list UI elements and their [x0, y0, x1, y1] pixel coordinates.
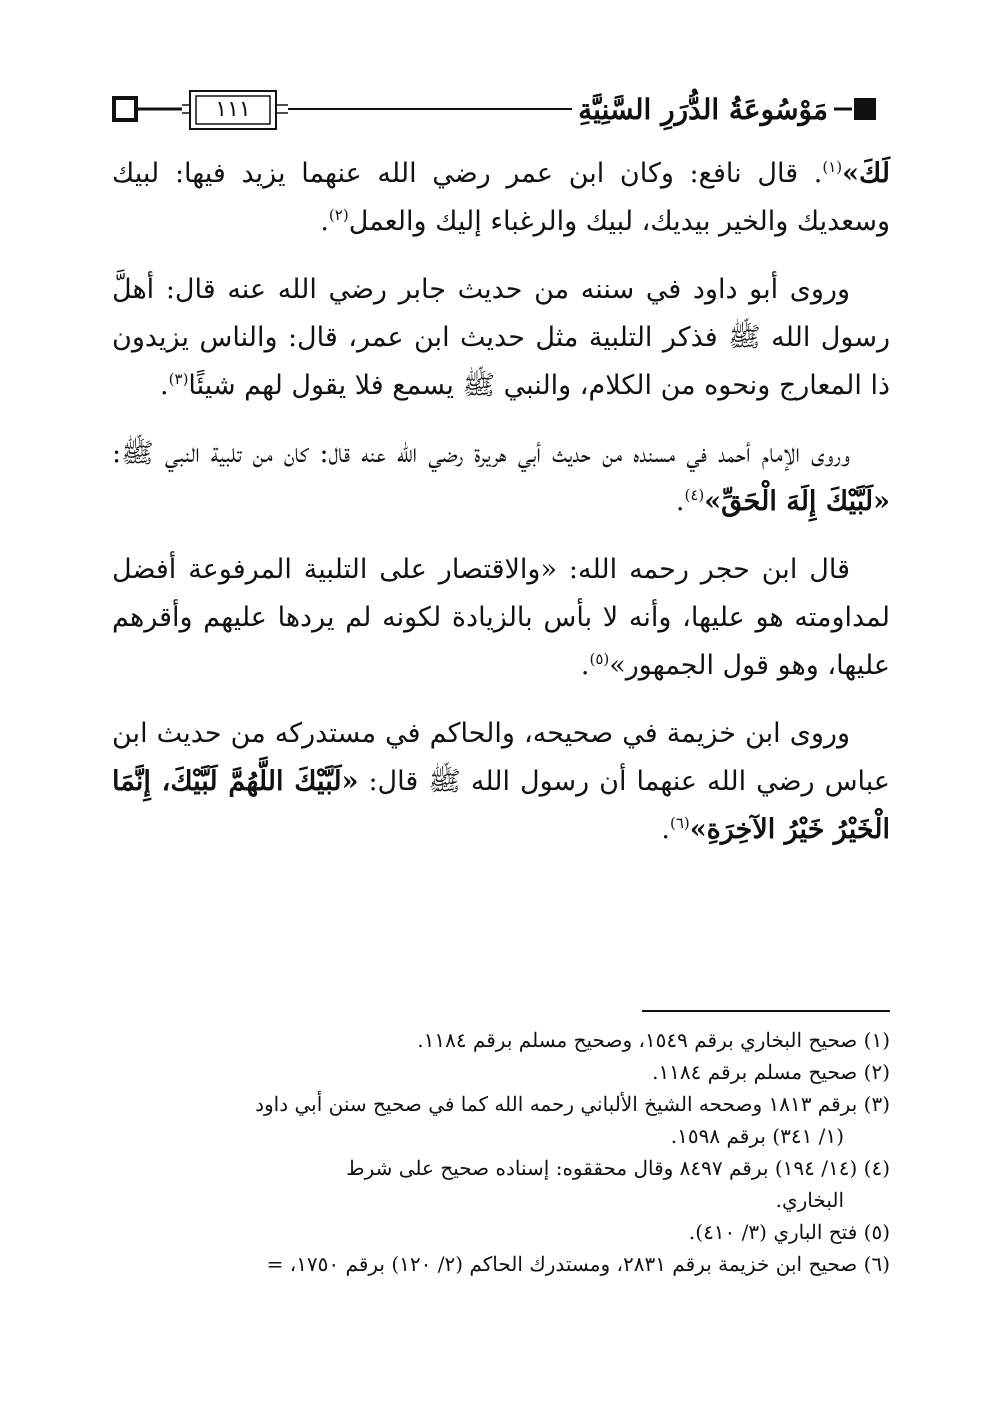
hadith-quote: «لَبَّيْكَ إِلَهَ الْحَقِّ» [704, 486, 890, 517]
hadith-quote: «لَبَّيْكَ اللَّهُمَّ لَبَّيْكَ، إِنَّمَا الْخَيْرُ خَيْرُ الآخِرَةِ» [112, 766, 890, 845]
paragraph-text: وروى أبو داود في سننه من حديث جابر رضي الله عنه قال: أهلَّ رسول الله ﷺ فذكر التلبية مثل حديث ابن عمر، قال: والناس يزيدون ذا المعارج ونحوه من الكلام، والنبي ﷺ يسمع فلا يقول لهم شيئًا [112, 274, 890, 401]
paragraph-5 [112, 710, 890, 854]
hadith-end: لَكَ» [842, 158, 890, 189]
page-number: ١١١ [215, 97, 251, 122]
footnote-ref-4: (٤) [684, 486, 705, 504]
paragraph-end: . [320, 206, 329, 237]
footnote-4: (٤) (١٤/ ١٩٤) برقم ٨٤٩٧ وقال محققوه: إسناده صحيح على شرط [346, 1156, 890, 1180]
footnote-ref-1: (١) [822, 158, 843, 176]
footnote-4-continued: البخاري. [775, 1188, 844, 1212]
footnote-ref-2: (٢) [328, 206, 349, 224]
footnote-ref-6: (٦) [669, 814, 690, 832]
footnote-3-continued: (١/ ٣٤١) برقم ١٥٩٨. [670, 1124, 844, 1148]
paragraph-4 [112, 546, 890, 690]
paragraph-text: وروى الإمام أحمد في مسنده من حديث أبي هريرة رضي الله عنه قال: كان من تلبية النبي ﷺ: [112, 438, 850, 469]
paragraph-text: وروى ابن خزيمة في صحيحه، والحاكم في مستدركه من حديث ابن عباس رضي الله عنهما أن رسول الله ﷺ قال: [112, 718, 891, 797]
paragraph-1 [112, 150, 890, 246]
paragraph-end: . [675, 486, 685, 517]
footnote-1: (١) صحيح البخاري برقم ١٥٤٩، وصحيح مسلم برقم ١١٨٤. [417, 1028, 890, 1052]
footnote-ref-5: (٥) [589, 650, 610, 668]
paragraph-end: . [661, 814, 670, 845]
paragraph-end: . [160, 370, 169, 401]
footnote-2: (٢) صحيح مسلم برقم ١١٨٤. [652, 1060, 890, 1084]
paragraph-text: . قال نافع: وكان ابن عمر رضي الله عنهما يزيد فيها: لبيك وسعديك والخير بيديك، لبيك والرغباء إليك والعمل [112, 158, 890, 237]
book-title: مَوْسُوعَةُ الدُّرَرِ السَّنِيَّةِ [572, 92, 834, 128]
paragraph-text: قال ابن حجر رحمه الله: «والاقتصار على التلبية المرفوعة أفضل لمداومته هو عليها، وأنه لا بأس بالزيادة لكونه لم يردها عليهم وأقرهم عليها، وهو قول الجمهور» [112, 554, 890, 681]
footnote-ref-3: (٣) [168, 370, 189, 388]
page-header [112, 88, 890, 138]
footnote-separator [642, 1010, 890, 1012]
paragraph-2 [112, 266, 890, 410]
footnote-6: (٦) صحيح ابن خزيمة برقم ٢٨٣١، ومستدرك الحاكم (٢/ ١٢٠) برقم ١٧٥٠، = [266, 1252, 890, 1276]
footnote-5: (٥) فتح الباري (٣/ ٤١٠). [688, 1220, 890, 1244]
paragraph-3 [112, 430, 890, 526]
paragraph-end: . [580, 650, 590, 681]
main-text [112, 150, 890, 874]
footnote-3: (٣) برقم ١٨١٣ وصححه الشيخ الألباني رحمه الله كما في صحيح سنن أبي داود [255, 1092, 890, 1116]
footnotes [112, 1024, 890, 1280]
